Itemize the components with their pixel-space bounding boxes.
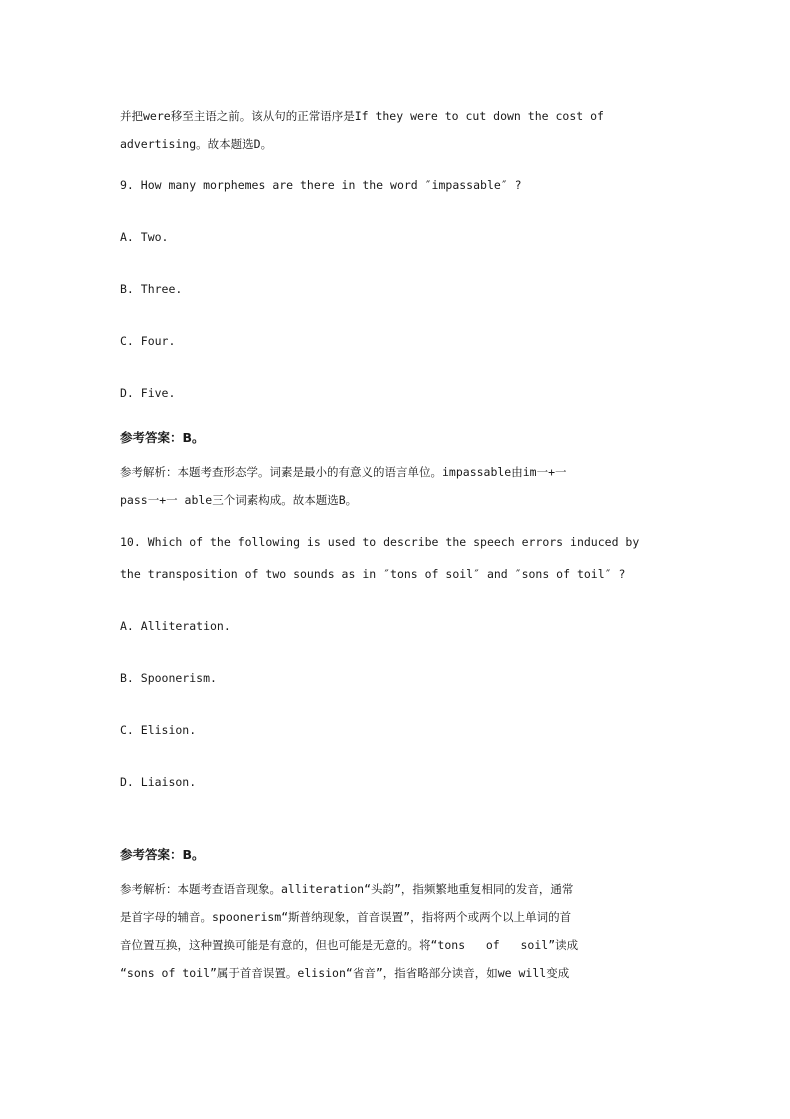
- q9-question: 9. How many morphemes are there in the word ″impassable″ ?: [120, 178, 522, 192]
- q10-analysis-line-1: 参考解析：本题考查语音现象。alliteration“头韵”，指频繁地重复相同的发音，通常: [120, 882, 574, 896]
- q9-answer: 参考答案：B。: [120, 430, 205, 445]
- intro-line-2: advertising。故本题选D。: [120, 137, 273, 151]
- q10-option-d: D. Liaison.: [120, 775, 197, 789]
- q10-analysis-line-4: “sons of toil”属于首音误置。elision“省音”，指省略部分读音，如we will变成: [120, 966, 570, 980]
- q9-analysis-line-2: pass一+一 able三个词素构成。故本题选B。: [120, 493, 358, 507]
- intro-line-1: 并把were移至主语之前。该从句的正常语序是If they were to cut down the cost of: [120, 109, 604, 123]
- q10-question-line-1: 10. Which of the following is used to describe the speech errors induced by: [120, 535, 640, 549]
- q10-question-line-2: the transposition of two sounds as in ″tons of soil″ and ″sons of toil″ ?: [120, 567, 626, 581]
- q9-analysis-line-1: 参考解析：本题考查形态学。词素是最小的有意义的语言单位。impassable由im一+一: [120, 465, 567, 479]
- q10-analysis-line-3: 音位置互换，这种置换可能是有意的，但也可能是无意的。将“tons of soil”读成: [120, 938, 579, 952]
- q10-answer: 参考答案：B。: [120, 847, 205, 862]
- q9-option-c: C. Four.: [120, 334, 176, 348]
- q9-option-b: B. Three.: [120, 282, 183, 296]
- q10-option-c: C. Elision.: [120, 723, 197, 737]
- q10-option-b: B. Spoonerism.: [120, 671, 217, 685]
- q10-analysis-line-2: 是首字母的辅音。spoonerism“斯普纳现象，首音误置”，指将两个或两个以上单词的首: [120, 910, 572, 924]
- q10-option-a: A. Alliteration.: [120, 619, 231, 633]
- q9-option-a: A. Two.: [120, 230, 169, 244]
- q9-option-d: D. Five.: [120, 386, 176, 400]
